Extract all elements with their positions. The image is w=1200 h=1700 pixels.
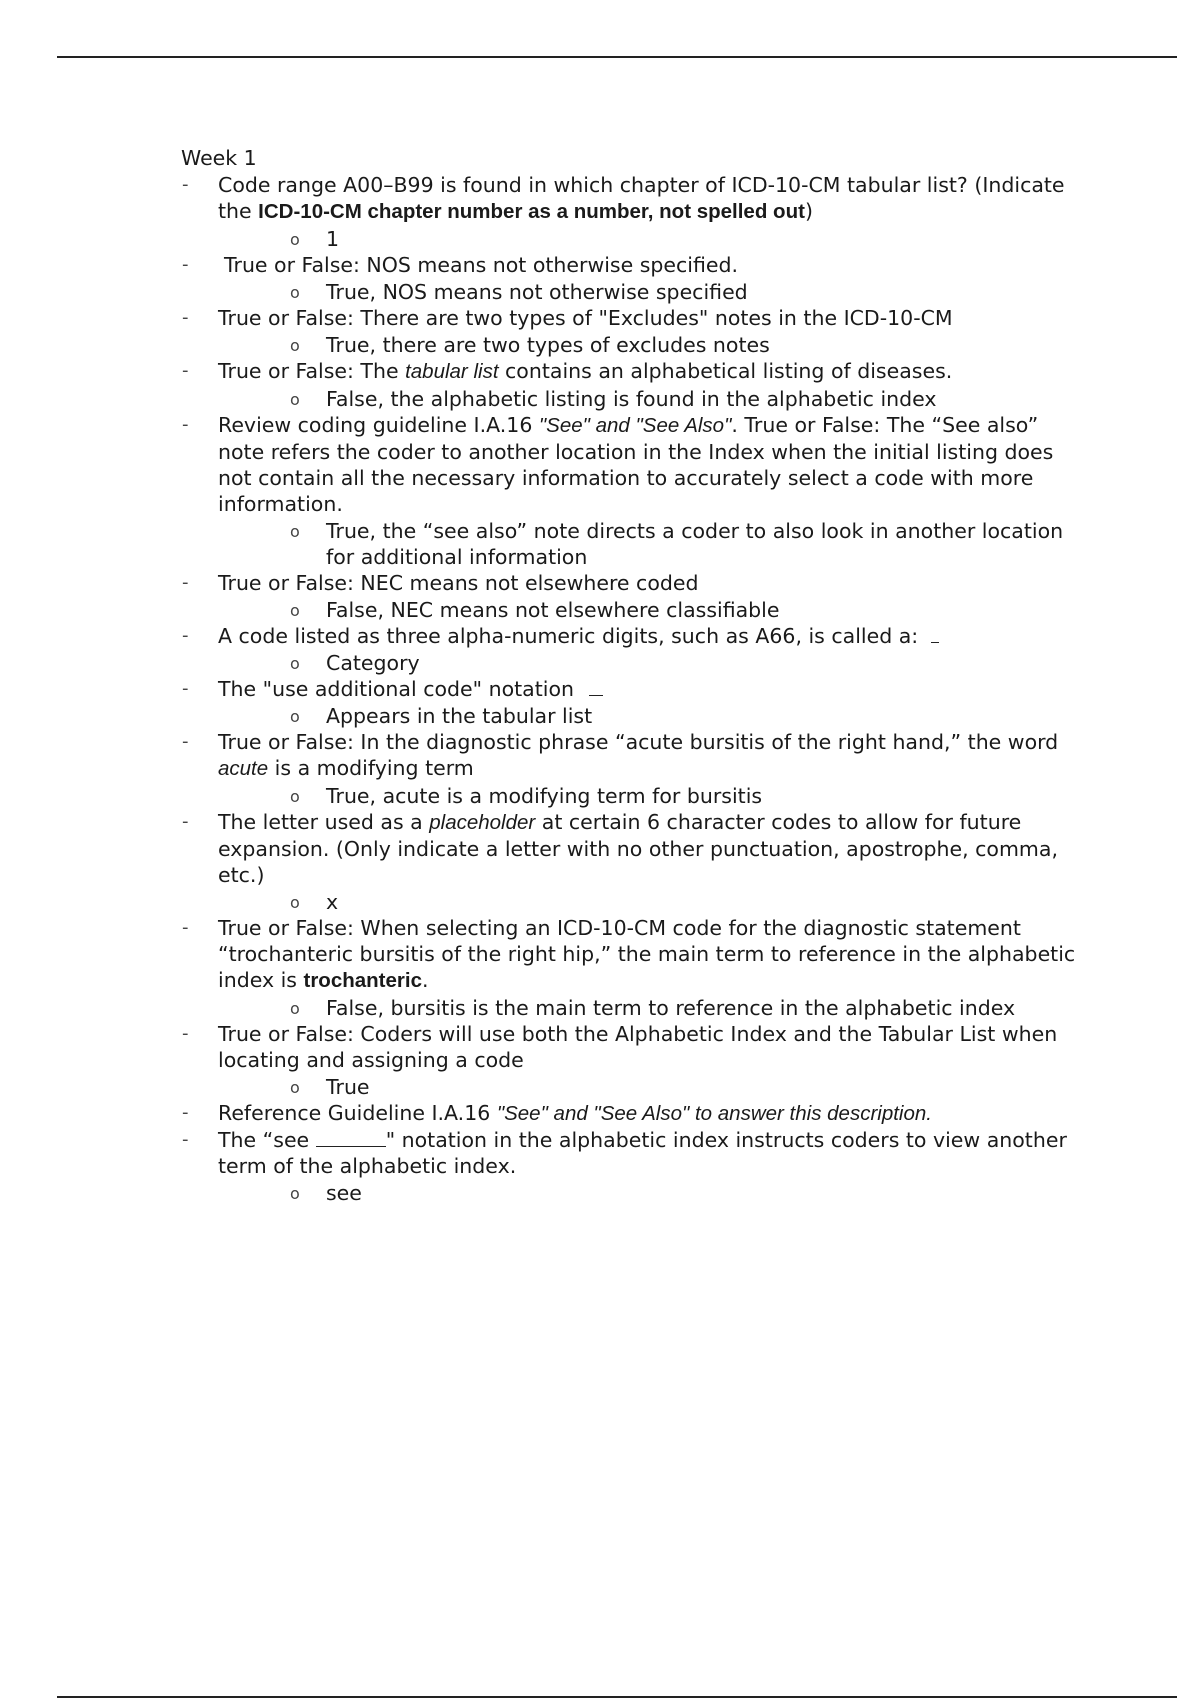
answer-text: Category: [326, 651, 420, 675]
circle-bullet: o: [290, 1184, 300, 1203]
question-item: [181, 172, 1081, 252]
question-item: [181, 252, 1081, 305]
emphasis-italic: tabular list: [405, 360, 499, 383]
question-text: A code listed as three alpha-numeric digits, such as A66, is called a:: [218, 624, 919, 648]
circle-bullet: o: [290, 1078, 300, 1097]
answer-text: True, there are two types of excludes notes: [326, 333, 770, 357]
question-text: The "use additional code" notation: [218, 677, 574, 701]
answer-text: True, acute is a modifying term for bursitis: [326, 784, 763, 808]
circle-bullet: o: [290, 601, 300, 620]
question-item: [181, 623, 1081, 676]
dash-bullet: -: [182, 678, 189, 699]
answer-item: [290, 332, 1081, 358]
question-text: True or False: The tabular list contains an alphabetical listing of diseases.: [218, 359, 953, 383]
footer-rule: [57, 1696, 1177, 1698]
question-item: [181, 1100, 1081, 1127]
question-item: [181, 676, 1081, 729]
question-text: Reference Guideline I.A.16 "See" and "See Also" to answer this description.: [218, 1101, 932, 1125]
emphasis-italic: "See" and "See Also" to answer this description.: [496, 1102, 932, 1125]
answer-item: [290, 386, 1081, 412]
question-item: [181, 729, 1081, 809]
circle-bullet: o: [290, 390, 300, 409]
dash-bullet: -: [182, 917, 189, 938]
dash-bullet: -: [182, 254, 189, 275]
circle-bullet: o: [290, 283, 300, 302]
answer-item: [290, 226, 1081, 252]
answer-text: x: [326, 890, 339, 914]
dash-bullet: -: [182, 414, 189, 435]
dash-bullet: -: [182, 731, 189, 752]
answer-item: [290, 279, 1081, 305]
circle-bullet: o: [290, 230, 300, 249]
dash-bullet: -: [182, 625, 189, 646]
question-text: True or False: NOS means not otherwise specified.: [224, 253, 739, 277]
dash-bullet: -: [182, 572, 189, 593]
answer-item: [290, 650, 1081, 676]
dash-bullet: -: [182, 811, 189, 832]
question-text: The “see " notation in the alphabetic index instructs coders to view another term of the alphabetic index.: [218, 1128, 1067, 1178]
question-text: True or False: In the diagnostic phrase “acute bursitis of the right hand,” the word acute is a modifying term: [218, 730, 1059, 780]
question-text: Review coding guideline I.A.16 "See" and "See Also". True or False: The “See also” note refers the coder to another location in the Index when the initial listing does not contain all the necessary information to accurately select a code with more information.: [218, 413, 1054, 516]
question-text: True or False: NEC means not elsewhere coded: [218, 571, 699, 595]
circle-bullet: o: [290, 707, 300, 726]
question-text: The letter used as a placeholder at certain 6 character codes to allow for future expansion. (Only indicate a letter with no other punctuation, apostrophe, comma, etc.): [218, 810, 1058, 887]
answer-text: True, NOS means not otherwise specified: [326, 280, 748, 304]
answer-item: [290, 597, 1081, 623]
week-heading: Week 1: [181, 146, 257, 170]
answer-text: True, the “see also” note directs a coder to also look in another location for additional information: [326, 519, 1064, 569]
answer-item: [290, 1180, 1081, 1206]
circle-bullet: o: [290, 336, 300, 355]
circle-bullet: o: [290, 999, 300, 1018]
answer-item: [290, 995, 1081, 1021]
emphasis-italic: acute: [218, 757, 269, 780]
circle-bullet: o: [290, 893, 300, 912]
document-body: [181, 145, 1081, 1206]
answer-blank: [931, 624, 939, 643]
dash-bullet: -: [182, 307, 189, 328]
dash-bullet: -: [182, 174, 189, 195]
question-item: [181, 915, 1081, 1021]
question-item: [181, 1127, 1081, 1206]
question-list: [181, 172, 1081, 1206]
answer-text: False, NEC means not elsewhere classifiable: [326, 598, 780, 622]
question-text: True or False: When selecting an ICD-10-CM code for the diagnostic statement “trochanteric bursitis of the right hip,” the main term to reference in the alphabetic index is trochanteric.: [218, 916, 1076, 992]
answer-text: False, the alphabetic listing is found in the alphabetic index: [326, 387, 937, 411]
circle-bullet: o: [290, 654, 300, 673]
circle-bullet: o: [290, 522, 300, 541]
question-text: True or False: There are two types of "Excludes" notes in the ICD-10-CM: [218, 306, 953, 330]
emphasis-italic: "See" and "See Also": [538, 414, 732, 437]
dash-bullet: -: [182, 1129, 189, 1150]
question-item: [181, 305, 1081, 358]
dash-bullet: -: [182, 360, 189, 381]
answer-item: [290, 518, 1081, 570]
answer-item: [290, 1074, 1081, 1100]
answer-item: [290, 783, 1081, 809]
emphasis-bold: ICD-10-CM chapter number as a number, not spelled out: [258, 200, 805, 223]
answer-text: False, bursitis is the main term to reference in the alphabetic index: [326, 996, 1016, 1020]
answer-text: 1: [326, 227, 340, 251]
emphasis-italic: placeholder: [429, 811, 536, 834]
answer-blank: [589, 677, 603, 696]
question-item: [181, 570, 1081, 623]
emphasis-bold: trochanteric: [303, 969, 422, 992]
answer-text: see: [326, 1181, 362, 1205]
question-item: [181, 412, 1081, 570]
dash-bullet: -: [182, 1023, 189, 1044]
answer-blank: [316, 1128, 386, 1147]
answer-item: [290, 889, 1081, 915]
question-text: True or False: Coders will use both the Alphabetic Index and the Tabular List when locating and assigning a code: [218, 1022, 1058, 1072]
answer-text: True: [326, 1075, 370, 1099]
question-item: [181, 358, 1081, 412]
question-item: [181, 809, 1081, 915]
question-text: Code range A00–B99 is found in which chapter of ICD-10-CM tabular list? (Indicate the ICD-10-CM chapter number as a number, not spelled out): [218, 173, 1065, 223]
circle-bullet: o: [290, 787, 300, 806]
dash-bullet: -: [182, 1102, 189, 1123]
answer-text: Appears in the tabular list: [326, 704, 593, 728]
answer-item: [290, 703, 1081, 729]
header-rule: [57, 56, 1177, 58]
question-item: [181, 1021, 1081, 1100]
